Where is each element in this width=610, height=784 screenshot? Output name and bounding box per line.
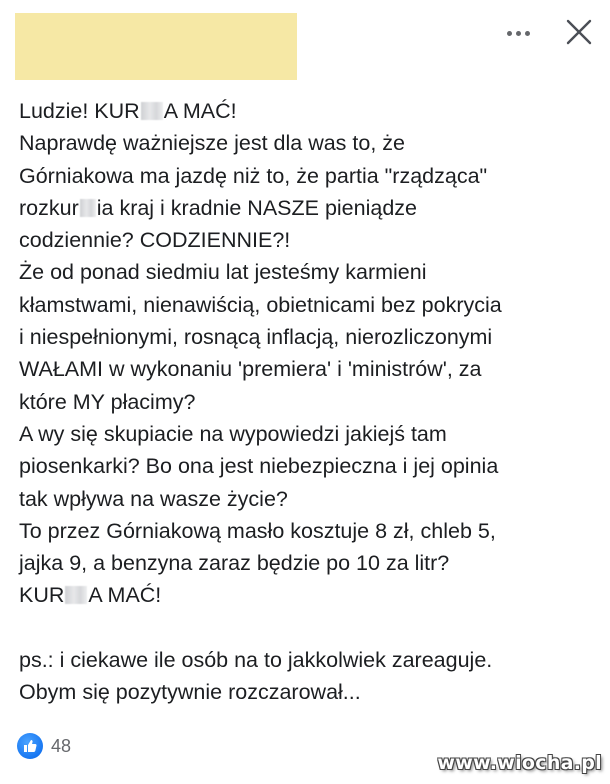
dot [525, 31, 530, 36]
redacted-header [15, 13, 297, 80]
post-line [19, 579, 599, 611]
censor-blur [65, 586, 87, 604]
post-text-fragment: A MAĆ! [163, 99, 237, 123]
post-body [19, 95, 599, 709]
post-line: ps.: i ciekawe ile osób na to jakkolwiek zareaguje. [19, 648, 493, 673]
censor-blur [80, 199, 96, 217]
post-line [19, 95, 599, 127]
dot [516, 31, 521, 36]
post-line [19, 192, 599, 224]
post-line: kłamstwami, nienawiścią, obietnicami bez pokrycia [19, 292, 502, 317]
post-line: które MY płacimy? [19, 389, 196, 414]
reaction-count: 48 [51, 735, 72, 756]
post-line: i niespełnionymi, rosnącą inflacją, nierozliczonymi [19, 325, 493, 350]
post-line: Naprawdę ważniejsze jest dla was to, że [19, 131, 405, 156]
post-line: To przez Górniakową masło kosztuje 8 zł, chleb 5, [19, 518, 496, 543]
close-x-glyph [560, 13, 598, 51]
post-line: piosenkarki? Bo ona jest niebezpieczna i jej opinia [19, 454, 499, 479]
thumbs-up-glyph [22, 738, 38, 754]
post-line: tak wpływa na wasze życie? [19, 486, 288, 511]
paragraph-spacer [19, 612, 599, 644]
post-line: A wy się skupiacie na wypowiedzi jakiejś tam [19, 421, 447, 446]
like-icon [17, 733, 43, 759]
post-text-fragment: A MAĆ! [88, 583, 162, 608]
post-text-fragment: KUR [19, 583, 65, 608]
post-text-fragment: ia kraj i kradnie NASZE pieniądze [96, 195, 417, 220]
post-text-fragment: Ludzie! KUR [19, 99, 140, 123]
post-line: Obym się pozytywnie rozczarował... [19, 680, 361, 705]
post-line: WAŁAMI w wykonaniu 'premiera' i 'ministrów', za [19, 357, 482, 382]
watermark-text: www.wiocha.pl [437, 752, 602, 774]
post-line: Górniakowa ma jazdę niż to, że partia "rządząca" [19, 163, 488, 188]
close-icon[interactable] [560, 13, 598, 51]
censor-blur [141, 102, 163, 120]
dot [507, 31, 512, 36]
reactions-summary[interactable] [17, 733, 71, 759]
more-options-icon[interactable] [500, 15, 536, 51]
post-line: jajka 9, a benzyna zaraz będzie po 10 za litr? [19, 551, 450, 576]
post-text-fragment: rozkur [19, 195, 79, 220]
post-line: Że od ponad siedmiu lat jesteśmy karmieni [19, 260, 427, 285]
post-line: codziennie? CODZIENNIE?! [19, 228, 291, 253]
